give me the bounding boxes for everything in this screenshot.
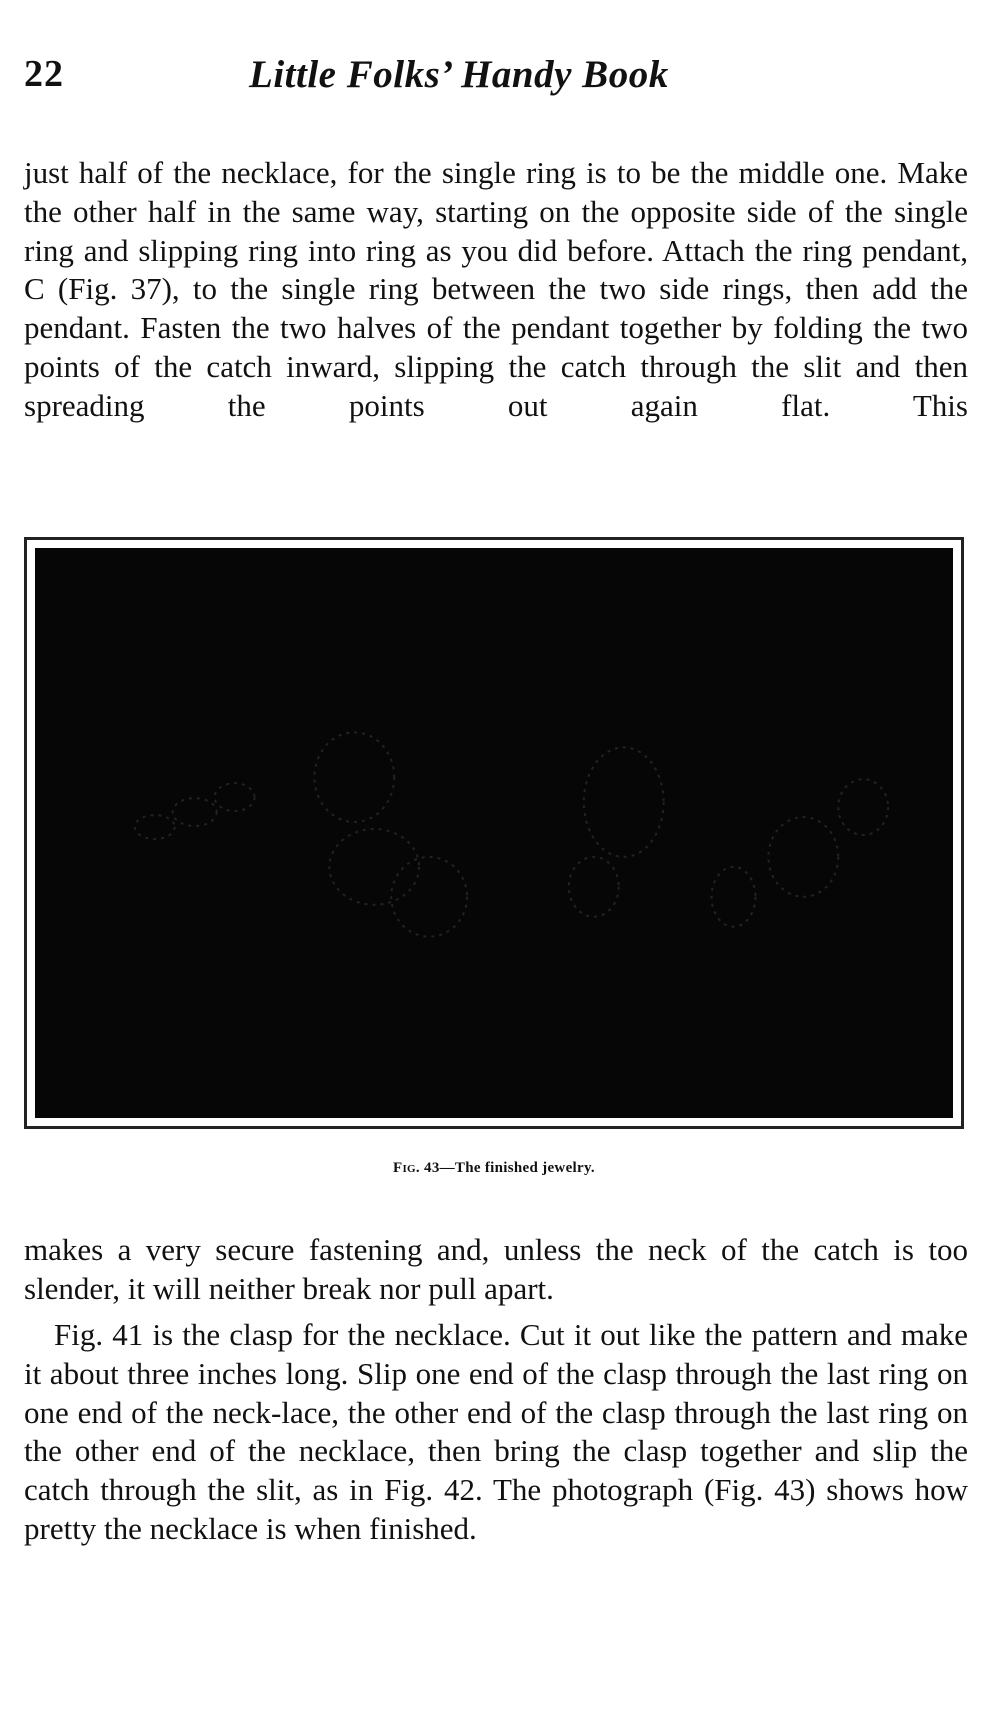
figure-43-frame <box>24 537 964 1129</box>
figure-caption-text: —The finished jewelry. <box>439 1160 595 1176</box>
body-paragraph: just half of the necklace, for the single ring is to be the middle one. Make the other half in the same way, starting on the opposite side of the single ring and slipping ring into ring as you did before. Attach the ring pendant, C (Fig. 37), to the single ring between the two side rings, then add the pendant. Fasten the two halves of the pendant together by folding the two points of the catch inward, slipping the catch through the slit and then spreading the points out again flat. This <box>24 155 968 423</box>
body-paragraph: makes a very secure fastening and, unless the neck of the catch is too slender, it will neither break nor pull apart. <box>24 1232 968 1306</box>
body-paragraph: Fig. 41 is the clasp for the necklace. Cut it out like the pattern and make it about three inches long. Slip one end of the clasp through the last ring on one end of the neck-lace, the other end of the clasp through the last ring on the other end of the necklace, then bring the clasp together and slip the catch through the slit, as in Fig. 42. The photograph (Fig. 43) shows how pretty the necklace is when finished. <box>24 1317 968 1546</box>
page-number: 22 <box>24 53 64 95</box>
page-header <box>24 52 964 112</box>
figure-caption <box>24 1160 964 1177</box>
necklace-photo-image <box>35 548 953 1118</box>
running-title: Little Folks’ Handy Book <box>249 53 669 96</box>
figure-caption-label: Fig. 43 <box>393 1160 440 1176</box>
jewelry-photograph <box>35 548 953 1118</box>
